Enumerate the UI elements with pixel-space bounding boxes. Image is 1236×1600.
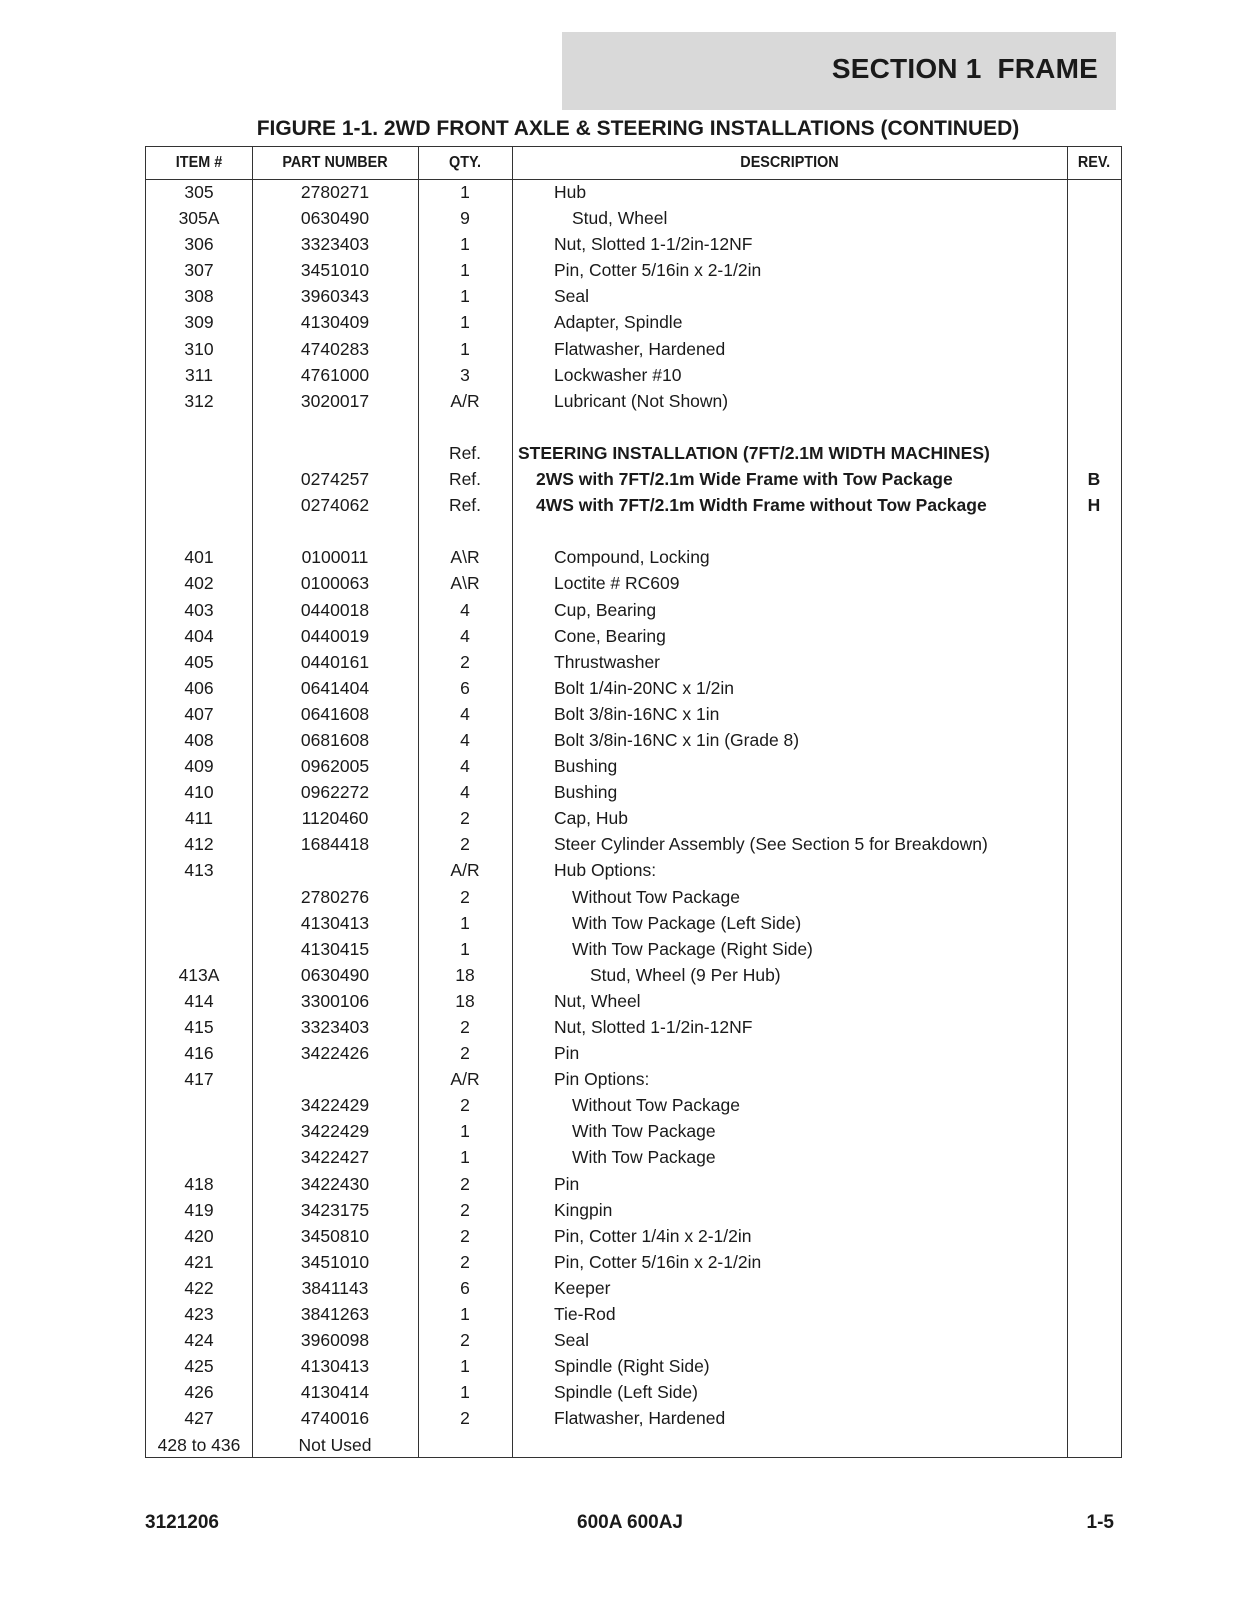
part-number-cell: 1684418 (300, 834, 370, 855)
item-number-cell: 424 (184, 1330, 214, 1351)
part-number-cell: 4130415 (300, 938, 370, 959)
table-row (146, 727, 1121, 753)
table-row (146, 831, 1121, 857)
description-cell: With Tow Package (Left Side) (572, 912, 802, 933)
table-row (146, 1353, 1121, 1379)
table-row (146, 283, 1121, 309)
item-number-cell: 413A (178, 964, 220, 985)
description-cell: Tie-Rod (554, 1304, 616, 1325)
item-number-cell: 406 (184, 677, 214, 698)
part-number-cell: 3422429 (300, 1121, 370, 1142)
table-row (146, 1249, 1121, 1275)
part-number-cell: 0962005 (300, 756, 370, 777)
table-row (146, 518, 1121, 544)
part-number-cell: 1120460 (301, 808, 369, 829)
part-number-cell: 3300106 (300, 990, 370, 1011)
quantity-cell: 4 (460, 599, 470, 620)
table-row (146, 179, 1121, 205)
quantity-cell: A/R (450, 390, 480, 411)
description-cell: Keeper (554, 1277, 611, 1298)
part-number-cell: Not Used (298, 1434, 372, 1455)
item-number-cell: 416 (184, 1043, 214, 1064)
description-cell: Flatwasher, Hardened (554, 1408, 726, 1429)
quantity-cell: 2 (460, 1043, 470, 1064)
table-row (146, 962, 1121, 988)
description-cell: Pin (554, 1173, 580, 1194)
item-number-cell: 403 (184, 599, 214, 620)
part-number-cell: 0274257 (300, 469, 370, 490)
quantity-cell: 3 (460, 364, 470, 385)
quantity-cell: A\R (450, 547, 480, 568)
table-row (146, 857, 1121, 883)
description-cell: With Tow Package (Right Side) (572, 938, 813, 959)
quantity-cell: 1 (460, 938, 470, 959)
description-cell: Pin (554, 1043, 580, 1064)
description-cell: Seal (554, 1330, 590, 1351)
part-number-cell: 0630490 (300, 964, 370, 985)
item-number-cell: 413 (184, 860, 214, 881)
description-cell: Nut, Wheel (554, 990, 641, 1011)
part-number-cell: 3323403 (300, 234, 370, 255)
quantity-cell: 18 (455, 964, 475, 985)
item-number-cell: 422 (184, 1277, 214, 1298)
item-number-cell: 305A (178, 208, 220, 229)
item-number-cell: 410 (184, 782, 214, 803)
part-number-cell: 4130413 (300, 912, 370, 933)
table-row (146, 753, 1121, 779)
header-item: ITEM # (175, 154, 223, 171)
item-number-cell: 310 (184, 338, 214, 359)
description-cell: Without Tow Package (572, 1095, 740, 1116)
table-row (146, 257, 1121, 283)
description-cell: Nut, Slotted 1-1/2in-12NF (554, 1017, 753, 1037)
description-cell: Pin, Cotter 5/16in x 2-1/2in (554, 260, 762, 281)
table-row (146, 1275, 1121, 1301)
figure-title: FIGURE 1-1. 2WD FRONT AXLE & STEERING INSTALLATIONS (CONTINUED) (256, 117, 1020, 140)
item-number-cell: 426 (184, 1382, 214, 1403)
description-cell: Kingpin (554, 1199, 613, 1220)
revision-cell: H (1087, 495, 1101, 516)
item-number-cell: 411 (185, 808, 213, 829)
item-number-cell: 417 (184, 1069, 214, 1090)
quantity-cell: Ref. (448, 469, 482, 490)
footer-page-number: 1-5 (1086, 1512, 1114, 1533)
header-description: DESCRIPTION (740, 154, 839, 171)
item-number-cell: 420 (184, 1225, 214, 1246)
quantity-cell: 2 (460, 1017, 470, 1037)
item-number-cell: 306 (184, 234, 214, 255)
part-number-cell: 3841143 (301, 1277, 369, 1298)
table-row (146, 1040, 1121, 1066)
item-number-cell: 415 (184, 1017, 214, 1037)
item-number-cell: 401 (184, 547, 214, 568)
table-body (146, 179, 1121, 1458)
item-number-cell: 402 (184, 573, 214, 594)
part-number-cell: 0681608 (300, 729, 370, 750)
part-number-cell: 0100011 (301, 547, 369, 568)
description-cell: Hub (554, 182, 587, 202)
table-row (146, 1144, 1121, 1170)
table-row (146, 362, 1121, 388)
item-number-cell: 404 (184, 625, 214, 646)
part-number-cell: 4130414 (300, 1382, 370, 1403)
quantity-cell: 1 (460, 912, 470, 933)
table-row (146, 1014, 1121, 1040)
table-row (146, 597, 1121, 623)
quantity-cell: 2 (460, 1095, 470, 1116)
description-cell: With Tow Package (572, 1147, 716, 1168)
item-number-cell: 312 (184, 390, 214, 411)
item-number-cell: 307 (184, 260, 214, 281)
description-cell: Spindle (Right Side) (554, 1356, 710, 1377)
quantity-cell: Ref. (448, 442, 482, 463)
part-number-cell: 0641404 (300, 677, 370, 698)
description-cell: Pin Options: (554, 1069, 650, 1090)
quantity-cell: 2 (460, 808, 470, 829)
item-number-cell: 408 (184, 729, 214, 750)
quantity-cell: 1 (460, 1382, 470, 1403)
part-number-cell: 3422427 (300, 1147, 370, 1168)
part-number-cell: 4740016 (300, 1408, 370, 1429)
table-row (146, 649, 1121, 675)
description-cell: Pin, Cotter 1/4in x 2-1/2in (554, 1225, 752, 1246)
quantity-cell: 1 (460, 286, 470, 307)
part-number-cell: 3960098 (300, 1330, 370, 1351)
description-cell: With Tow Package (572, 1121, 716, 1142)
table-row (146, 1118, 1121, 1144)
description-cell: Bushing (554, 782, 618, 803)
part-number-cell: 0440018 (300, 599, 370, 620)
description-cell: Pin, Cotter 5/16in x 2-1/2in (554, 1251, 762, 1272)
table-row (146, 336, 1121, 362)
item-number-cell: 311 (185, 364, 213, 385)
description-cell: Bolt 3/8in-16NC x 1in (Grade 8) (554, 729, 800, 750)
part-number-cell: 0274062 (300, 495, 370, 516)
quantity-cell: 2 (460, 886, 470, 907)
quantity-cell: 4 (460, 703, 470, 724)
description-cell: Bolt 1/4in-20NC x 1/2in (554, 677, 734, 698)
table-row (146, 544, 1121, 570)
part-number-cell: 3451010 (300, 1251, 370, 1272)
section-title: SECTION 1 FRAME (831, 53, 1098, 84)
table-row (146, 231, 1121, 257)
quantity-cell: 1 (460, 1304, 470, 1325)
part-number-cell: 3423175 (300, 1199, 370, 1220)
table-row (146, 388, 1121, 414)
part-number-cell: 2780271 (300, 182, 370, 202)
table-row (146, 936, 1121, 962)
description-cell: Cone, Bearing (554, 625, 666, 646)
description-cell: Steer Cylinder Assembly (See Section 5 for Breakdown) (554, 834, 988, 855)
quantity-cell: 1 (460, 182, 470, 202)
item-number-cell: 409 (184, 756, 214, 777)
item-number-cell: 414 (184, 990, 214, 1011)
description-cell: Bushing (554, 756, 618, 777)
item-number-cell: 405 (184, 651, 214, 672)
part-number-cell: 3451010 (300, 260, 370, 281)
description-cell: Hub Options: (554, 860, 657, 881)
table-row (146, 440, 1121, 466)
quantity-cell: 4 (460, 729, 470, 750)
table-row (146, 884, 1121, 910)
item-number-cell: 407 (184, 703, 214, 724)
description-cell: Adapter, Spindle (554, 312, 683, 333)
quantity-cell: 2 (460, 1251, 470, 1272)
item-number-cell: 418 (184, 1173, 214, 1194)
description-cell: Stud, Wheel (9 Per Hub) (590, 964, 781, 985)
part-number-cell: 3422429 (300, 1095, 370, 1116)
description-cell: Flatwasher, Hardened (554, 338, 726, 359)
part-number-cell: 3422426 (300, 1043, 370, 1064)
item-number-cell: 425 (184, 1356, 214, 1377)
description-cell: Loctite # RC609 (554, 573, 680, 594)
quantity-cell: 1 (460, 1121, 470, 1142)
description-cell: Bolt 3/8in-16NC x 1in (554, 703, 720, 724)
quantity-cell: 1 (460, 234, 470, 255)
description-cell: Nut, Slotted 1-1/2in-12NF (554, 234, 753, 255)
part-number-cell: 3020017 (300, 390, 370, 411)
table-row (146, 1327, 1121, 1353)
item-number-cell: 423 (184, 1304, 214, 1325)
table-row (146, 570, 1121, 596)
description-cell: Thrustwasher (554, 651, 661, 672)
table-row (146, 1432, 1121, 1458)
table-row (146, 466, 1121, 492)
header-rev: REV. (1077, 154, 1111, 171)
item-number-cell: 309 (184, 312, 214, 333)
description-cell: Spindle (Left Side) (554, 1382, 698, 1403)
quantity-cell: 1 (460, 338, 470, 359)
part-number-cell: 0630490 (300, 208, 370, 229)
table-row (146, 910, 1121, 936)
quantity-cell: 2 (460, 651, 470, 672)
table-row (146, 779, 1121, 805)
table-row (146, 988, 1121, 1014)
table-row (146, 675, 1121, 701)
quantity-cell: 1 (460, 260, 470, 281)
section-header-box (562, 32, 1116, 110)
description-cell: STEERING INSTALLATION (7FT/2.1M WIDTH MACHINES) (518, 442, 990, 463)
quantity-cell: 2 (460, 834, 470, 855)
description-cell: Without Tow Package (572, 886, 740, 907)
item-number-cell: 421 (184, 1251, 214, 1272)
item-number-cell: 419 (184, 1199, 214, 1220)
quantity-cell: A/R (450, 1069, 480, 1090)
description-cell: Lubricant (Not Shown) (554, 390, 729, 411)
header-part-number: PART NUMBER (282, 154, 388, 171)
revision-cell: B (1087, 469, 1101, 490)
table-row (146, 1092, 1121, 1118)
item-number-cell: 305 (184, 182, 214, 202)
quantity-cell: 6 (460, 1277, 470, 1298)
header-qty: QTY. (448, 154, 482, 171)
table-row (146, 1171, 1121, 1197)
table-row (146, 492, 1121, 518)
part-number-cell: 3323403 (300, 1017, 370, 1037)
quantity-cell: 2 (460, 1173, 470, 1194)
table-row (146, 1379, 1121, 1405)
quantity-cell: 2 (460, 1199, 470, 1220)
table-row (146, 701, 1121, 727)
footer-model: 600A 600AJ (577, 1512, 683, 1533)
description-cell: Stud, Wheel (572, 208, 668, 229)
description-cell: Cup, Bearing (554, 599, 657, 620)
part-number-cell: 0641608 (300, 703, 370, 724)
table-row (146, 205, 1121, 231)
part-number-cell: 0100063 (300, 573, 370, 594)
footer-document-number: 3121206 (145, 1512, 219, 1533)
table-row (146, 1301, 1121, 1327)
part-number-cell: 0440019 (300, 625, 370, 646)
quantity-cell: A\R (450, 573, 480, 594)
description-cell: Cap, Hub (554, 808, 628, 829)
quantity-cell: 4 (460, 782, 470, 803)
quantity-cell: 9 (460, 208, 470, 229)
part-number-cell: 3422430 (300, 1173, 370, 1194)
description-cell: Seal (554, 286, 590, 307)
table-row (146, 309, 1121, 335)
table-row (146, 1197, 1121, 1223)
quantity-cell: 1 (460, 1147, 470, 1168)
item-number-cell: 412 (184, 834, 214, 855)
quantity-cell: 4 (460, 756, 470, 777)
item-number-cell: 308 (184, 286, 214, 307)
part-number-cell: 2780276 (300, 886, 370, 907)
part-number-cell: 3841263 (300, 1304, 370, 1325)
description-cell: 2WS with 7FT/2.1m Wide Frame with Tow Package (536, 469, 953, 490)
part-number-cell: 4130409 (300, 312, 370, 333)
table-row (146, 1066, 1121, 1092)
part-number-cell: 4740283 (300, 338, 370, 359)
quantity-cell: 18 (455, 990, 475, 1011)
table-row (146, 623, 1121, 649)
table-row (146, 805, 1121, 831)
quantity-cell: 4 (460, 625, 470, 646)
quantity-cell: 6 (460, 677, 470, 698)
quantity-cell: 2 (460, 1408, 470, 1429)
part-number-cell: 4761000 (300, 364, 370, 385)
quantity-cell: 1 (460, 312, 470, 333)
part-number-cell: 3960343 (300, 286, 370, 307)
description-cell: Lockwasher #10 (554, 364, 682, 385)
item-number-cell: 427 (184, 1408, 214, 1429)
part-number-cell: 3450810 (300, 1225, 370, 1246)
parts-table (145, 146, 1122, 1458)
quantity-cell: Ref. (448, 495, 482, 516)
quantity-cell: 1 (460, 1356, 470, 1377)
description-cell: Compound, Locking (554, 547, 710, 568)
part-number-cell: 0440161 (300, 651, 370, 672)
quantity-cell: A/R (450, 860, 480, 881)
table-row (146, 1223, 1121, 1249)
description-cell: 4WS with 7FT/2.1m Width Frame without Tow Package (536, 495, 987, 516)
table-row (146, 414, 1121, 440)
item-number-cell: 428 to 436 (157, 1434, 241, 1455)
part-number-cell: 4130413 (300, 1356, 370, 1377)
quantity-cell: 2 (460, 1330, 470, 1351)
part-number-cell: 0962272 (300, 782, 370, 803)
table-row (146, 1405, 1121, 1431)
quantity-cell: 2 (460, 1225, 470, 1246)
